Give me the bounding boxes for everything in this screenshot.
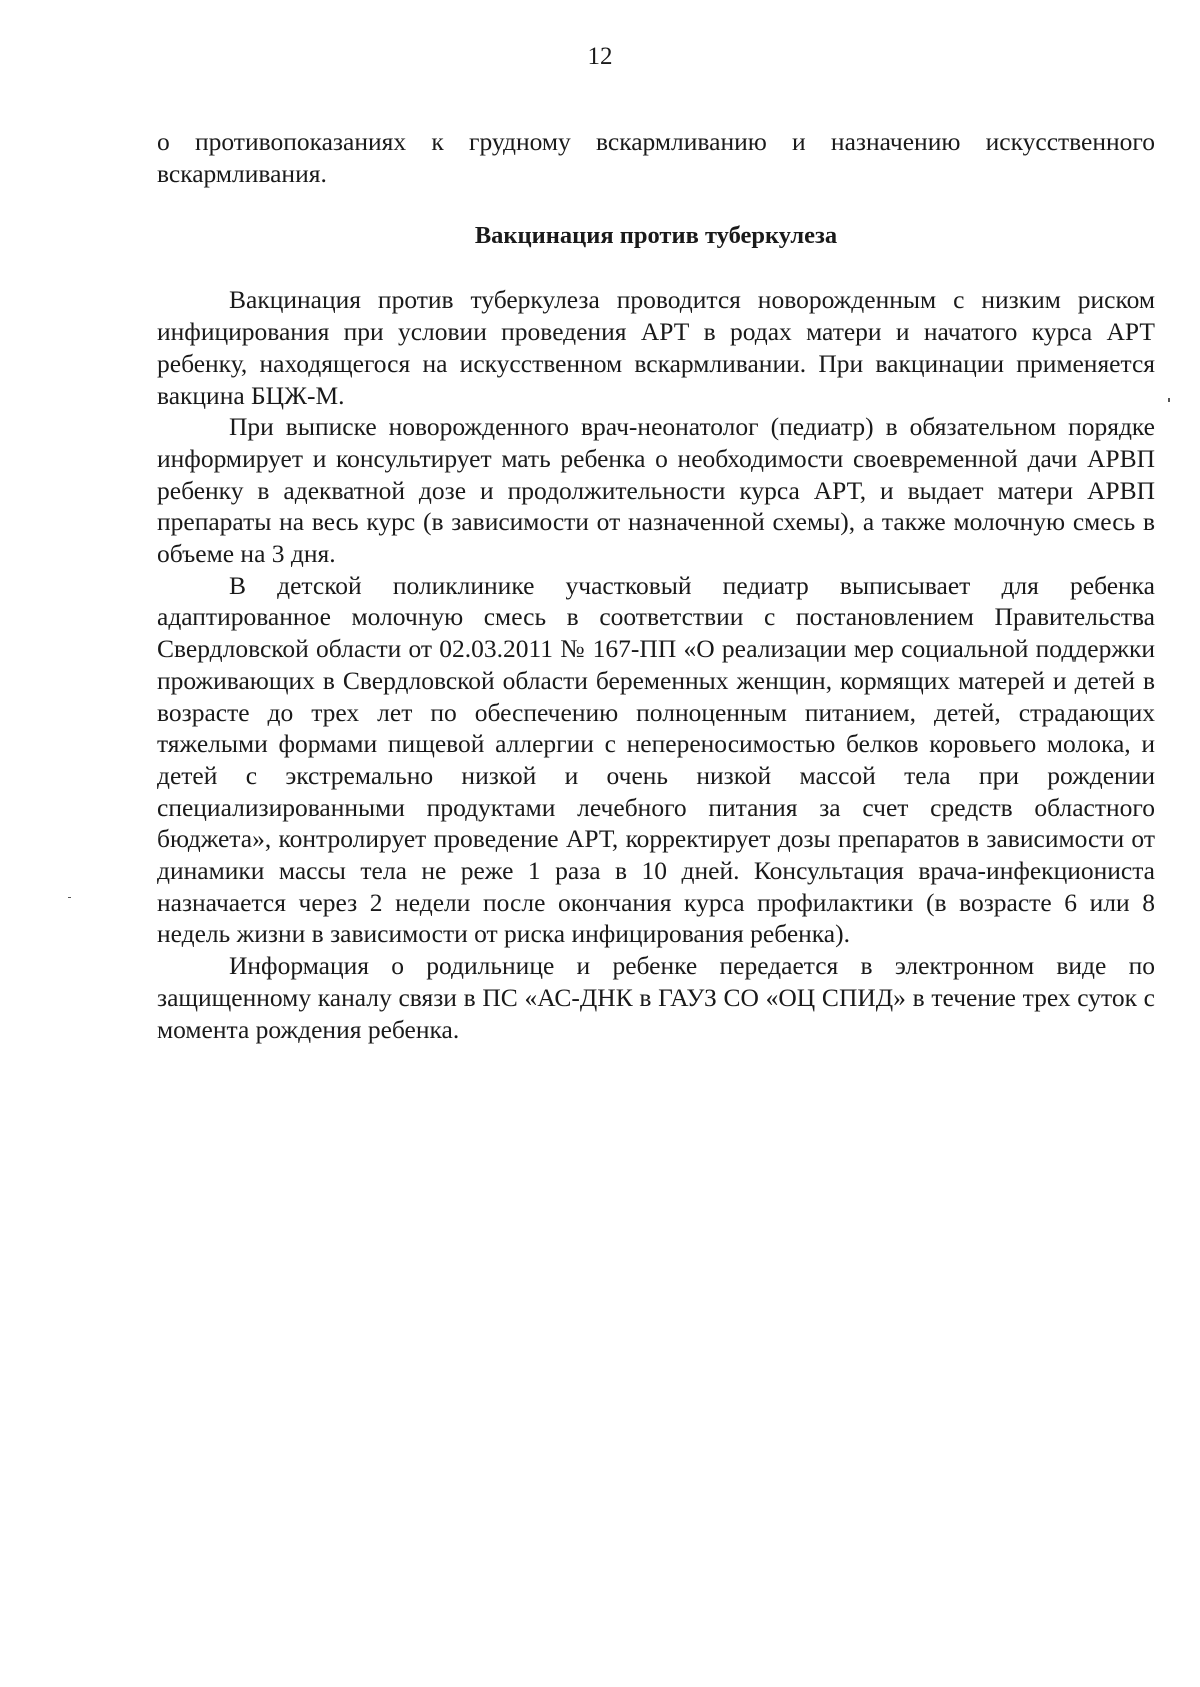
page-number: 12 (587, 43, 613, 70)
paragraph-information: Информация о родильнице и ребенке передается в электронном виде по защищенному каналу связи в ПС «АС-ДНК в ГАУЗ СО «ОЦ СПИД» в течение трех суток с момента рождения ребенка. (157, 951, 1155, 1044)
section-heading: Вакцинация против туберкулеза (474, 222, 838, 250)
scan-speck (68, 897, 71, 898)
scan-speck (1168, 398, 1170, 402)
document-body (157, 126, 1155, 1045)
paragraph-vaccination: Вакцинация против туберкулеза проводится новорожденным с низким риском инфицирования при условии проведения АРТ в родах матери и начатого курса АРТ ребенку, находящегося на искусственном вскармливании. При вакцинации применяется вакцина БЦЖ-М. (157, 285, 1155, 410)
paragraph-continuation: о противопоказаниях к грудному вскармливанию и назначению искусственного вскармливания. (157, 127, 1155, 188)
paragraph-polyclinic: В детской поликлинике участковый педиатр выписывает для ребенка адаптированное молочную смесь в соответствии с постановлением Правительства Свердловской области от 02.03.2011 № 167-ПП «О реализации мер социальной поддержки проживающих в Свердловской области беременных женщин, кормящих матерей и детей в возрасте до трех лет по обеспечению полноценным питанием, детей, страдающих тяжелыми формами пищевой аллергии с непереносимостью белков коровьего молока, и детей с экстремально низкой и очень низкой массой тела при рождении специализированными продуктами лечебного питания за счет средств областного бюджета», контролирует проведение АРТ, корректирует дозы препаратов в зависимости от динамики массы тела не реже 1 раза в 10 дней. Консультация врача-инфекциониста назначается через 2 недели после окончания курса профилактики (в возрасте 6 или 8 недель жизни в зависимости от риска инфицирования ребенка). (157, 570, 1155, 949)
paragraph-discharge: При выписке новорожденного врач-неонатолог (педиатр) в обязательном порядке информирует и консультирует мать ребенка о необходимости своевременной дачи АРВП ребенку в адекватной дозе и продолжительности курса АРТ, и выдает матери АРВП препараты на весь курс (в зависимости от назначенной схемы), а также молочную смесь в объеме на 3 дня. (157, 412, 1155, 569)
